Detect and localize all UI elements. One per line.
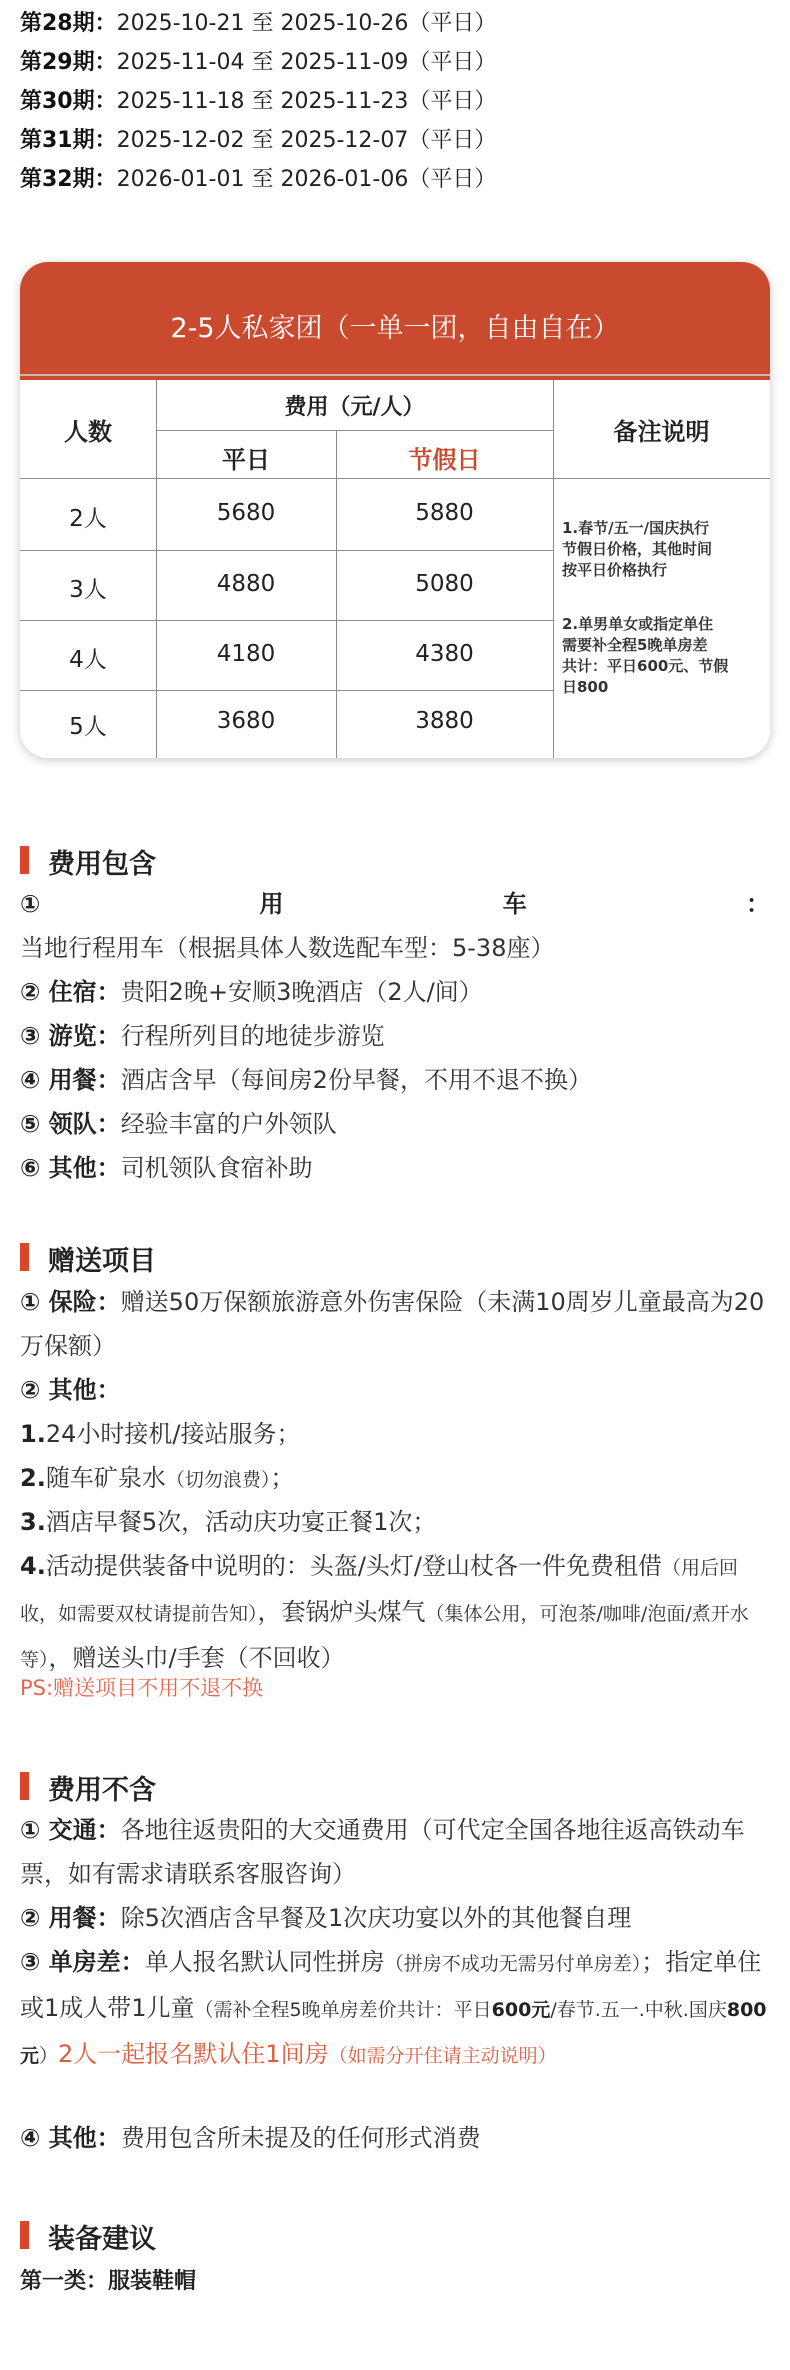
table-cell-weekday: 4180 [216, 641, 276, 667]
included-item: ④ 用餐：酒店含早（每间房2份早餐，不用不退不换） [20, 1066, 592, 1094]
table-divider [156, 380, 157, 758]
table-divider [20, 550, 553, 551]
period-row: 第29期：2025-11-04 至 2025-11-09（平日） [20, 50, 497, 75]
excluded-meal: ② 用餐：除5次酒店含早餐及1次庆功宴以外的其他餐自理 [20, 1904, 632, 1932]
table-cell-weekday: 4880 [216, 571, 276, 597]
table-cell-weekday: 5680 [216, 500, 276, 526]
table-cell-holiday: 5880 [415, 500, 474, 526]
section-bar [20, 2221, 29, 2249]
included-item: ② 住宿：贵阳2晚+安顺3晚酒店（2人/间） [20, 978, 483, 1006]
gift-item: 2.随车矿泉水（切勿浪费）； [20, 1464, 295, 1492]
header-notes: 备注说明 [613, 418, 710, 446]
table-divider [20, 478, 770, 479]
table-cell-people: 5人 [69, 714, 107, 740]
section-bar [20, 1772, 29, 1800]
table-divider [20, 620, 553, 621]
section-bar [20, 846, 29, 874]
table-divider [20, 690, 553, 691]
header-people: 人数 [64, 418, 112, 446]
included-item: ⑥ 其他：司机领队食宿补助 [20, 1154, 313, 1182]
header-weekday: 平日 [222, 446, 270, 474]
section-title: 费用不含 [48, 1775, 156, 1806]
header-fee: 费用（元/人） [284, 395, 425, 420]
table-cell-weekday: 3680 [216, 708, 276, 734]
period-row: 第31期：2025-12-02 至 2025-12-07（平日） [20, 128, 497, 153]
included-item: ③ 游览：行程所列目的地徒步游览 [20, 1022, 385, 1050]
included-item: ⑤ 领队：经验丰富的户外领队 [20, 1110, 337, 1138]
table-cell-holiday: 4380 [415, 641, 474, 667]
period-row: 第30期：2025-11-18 至 2025-11-23（平日） [20, 89, 497, 114]
table-cell-people: 4人 [69, 647, 107, 673]
gift-insurance: ① 保险：赠送50万保额旅游意外伤害保险（未满10周岁儿童最高为20万保额） [20, 1288, 765, 1360]
note-single-room: 2.单男单女或指定单住 需要补全程5晚单房差 共计：平日600元、节假 日800 [562, 615, 729, 696]
table-cell-people: 2人 [69, 506, 107, 532]
header-holiday: 节假日 [408, 446, 481, 474]
excluded-other: ④ 其他：费用包含所未提及的任何形式消费 [20, 2124, 481, 2152]
period-list [20, 4, 496, 199]
gift-ps-note: PS:赠送项目不用不退不换 [20, 1676, 264, 1700]
table-cell-holiday: 3880 [415, 708, 474, 734]
price-table-card [20, 262, 770, 758]
gift-other-label: ② 其他： [20, 1376, 121, 1404]
divider [20, 374, 770, 376]
excluded-traffic: ① 交通：各地往返贵阳的大交通费用（可代定全国各地往返高铁动车票，如有需求请联系客服咨询） [20, 1816, 745, 1888]
gift-item: 4.活动提供装备中说明的：头盔/头灯/登山杖各一件免费租借（用后回收，如需要双杖请提前告知），套锅炉头煤气（集体公用，可泡茶/咖啡/泡面/煮开水等），赠送头巾/手套（不回收） [20, 1552, 749, 1672]
gift-item: 1.24小时接机/接站服务； [20, 1420, 301, 1448]
included-car-label: ① 用 车 ： [20, 890, 770, 918]
note-holiday-pricing: 1.春节/五一/国庆执行 节假日价格，其他时间 按平日价格执行 [562, 519, 713, 579]
table-divider [156, 430, 553, 431]
section-bar [20, 1243, 29, 1271]
gear-first-category: 第一类：服装鞋帽 [20, 2269, 197, 2294]
table-cell-holiday: 5080 [415, 571, 474, 597]
price-table-title: 2-5人私家团（一单一团，自由自在） [170, 313, 620, 344]
table-cell-people: 3人 [69, 577, 107, 603]
section-title: 赠送项目 [48, 1246, 156, 1277]
gift-item: 3.酒店早餐5次，活动庆功宴正餐1次； [20, 1508, 437, 1536]
price-table [20, 380, 770, 758]
period-row: 第28期：2025-10-21 至 2025-10-26（平日） [20, 11, 497, 36]
included-car-text: 当地行程用车（根据具体人数选配车型：5-38座） [20, 934, 555, 962]
excluded-single-room: ③ 单房差：单人报名默认同性拼房（拼房不成功无需另付单房差）；指定单住或1成人带1儿童（需补全程5晚单房差价共计：平日600元/春节.五一.中秋.国庆800元）2人一起报名默认住1间房（如需分开住请主动说明） [20, 1948, 767, 2068]
period-row: 第32期：2026-01-01 至 2026-01-06（平日） [20, 167, 497, 192]
section-title: 费用包含 [48, 849, 156, 880]
section-title: 装备建议 [48, 2224, 156, 2255]
